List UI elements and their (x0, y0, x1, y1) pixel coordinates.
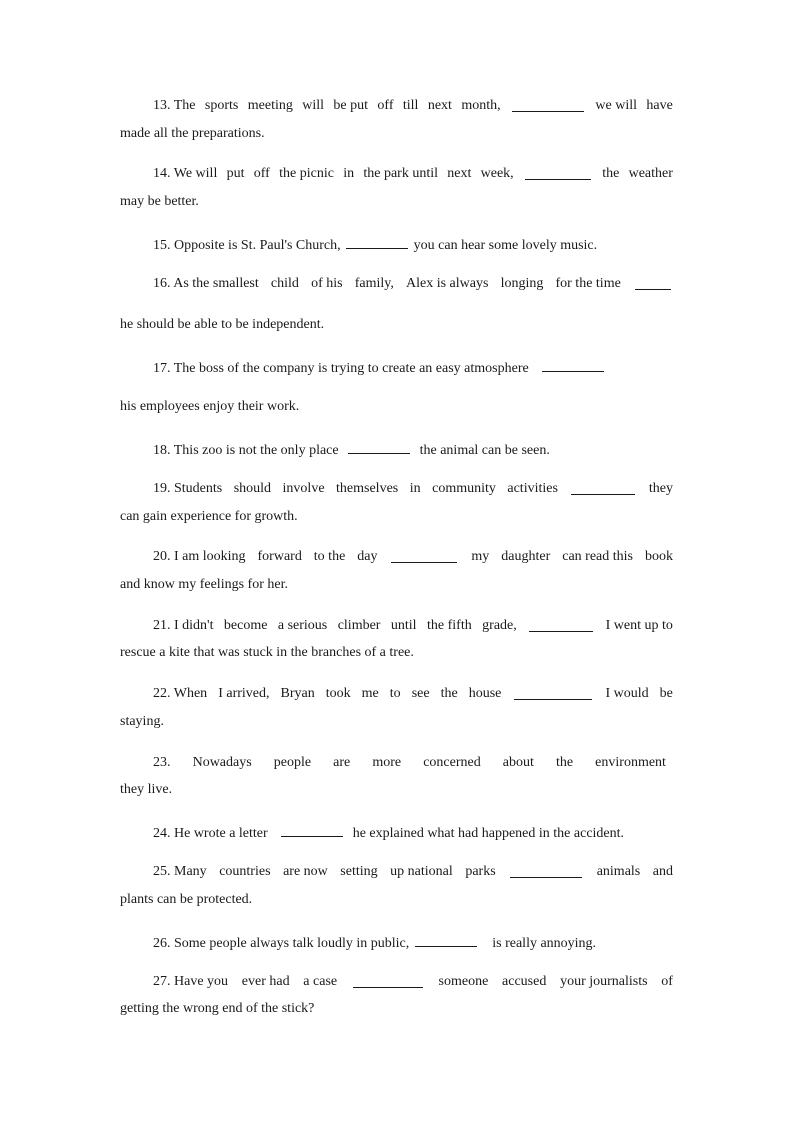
question-13-line-2: made all the preparations. (120, 126, 265, 141)
word: family, (354, 276, 394, 291)
word: week, (480, 166, 514, 181)
word: are now (283, 864, 328, 879)
word: setting (340, 864, 378, 879)
word: in (343, 166, 355, 181)
word: become (223, 618, 268, 633)
word: my (471, 549, 490, 564)
word: 13. The (153, 98, 196, 113)
word: child (270, 276, 299, 291)
word: the (555, 755, 574, 770)
word: we will (595, 98, 638, 113)
question-17-line-2: his employees enjoy their work. (120, 399, 300, 414)
word: till (402, 98, 419, 113)
question-16-line-1 (120, 276, 673, 292)
answer-blank[interactable] (391, 549, 457, 563)
word: book (644, 549, 673, 564)
question-19-line-2: can gain experience for growth. (120, 509, 298, 524)
word: your journalists (560, 974, 648, 989)
word: climber (337, 618, 381, 633)
answer-blank[interactable] (529, 618, 593, 632)
word: house (468, 686, 502, 701)
word: themselves (336, 481, 399, 496)
word: animals (596, 864, 641, 879)
question-text: 17. The boss of the company is trying to create an easy atmosphere (153, 361, 529, 376)
word: a case (303, 974, 338, 989)
word: 23. (153, 755, 171, 770)
question-14-line-1 (120, 166, 673, 182)
word: to (389, 686, 401, 701)
answer-blank[interactable] (525, 166, 591, 180)
word: sports (204, 98, 239, 113)
word: next (447, 166, 472, 181)
question-27-line-2: getting the wrong end of the stick? (120, 1001, 315, 1016)
word: be (659, 686, 673, 701)
answer-blank[interactable] (510, 864, 582, 878)
word: are (333, 755, 351, 770)
word: 20. I am looking (153, 549, 246, 564)
word: community (432, 481, 496, 496)
word: should (233, 481, 272, 496)
question-23-line-1 (120, 755, 673, 771)
question-21-line-1 (120, 618, 673, 634)
question-13-line-1 (120, 98, 673, 114)
answer-blank[interactable] (571, 481, 635, 495)
word: about (502, 755, 534, 770)
word: for the time (555, 276, 621, 291)
question-20-line-2: and know my feelings for her. (120, 577, 288, 592)
word: meeting (247, 98, 293, 113)
word: weather (628, 166, 673, 181)
word: a serious (277, 618, 328, 633)
answer-blank[interactable] (514, 686, 592, 700)
word: and (652, 864, 673, 879)
answer-blank[interactable] (415, 933, 477, 947)
word: I went up to (605, 618, 673, 633)
word: have (646, 98, 673, 113)
word: next (427, 98, 452, 113)
word: the picnic (279, 166, 334, 181)
word: of (661, 974, 673, 989)
word: daughter (501, 549, 551, 564)
word: be put (333, 98, 369, 113)
question-21-line-2: rescue a kite that was stuck in the branches of a tree. (120, 645, 414, 660)
word: will (302, 98, 325, 113)
word: month, (461, 98, 501, 113)
word: until (390, 618, 417, 633)
question-text: you can hear some lovely music. (413, 238, 598, 253)
word: see (411, 686, 430, 701)
answer-blank[interactable] (542, 358, 604, 372)
answer-blank[interactable] (635, 276, 671, 290)
word: off (377, 98, 394, 113)
word: Bryan (280, 686, 315, 701)
question-26 (120, 933, 673, 952)
word: 27. Have you (153, 974, 229, 989)
question-19-line-1 (120, 481, 673, 497)
word: people (273, 755, 312, 770)
question-text: 15. Opposite is St. Paul's Church, (153, 238, 341, 253)
word: took (325, 686, 351, 701)
word: parks (465, 864, 496, 879)
word: of his (311, 276, 343, 291)
word: I arrived, (218, 686, 270, 701)
word: accused (502, 974, 547, 989)
word: forward (257, 549, 302, 564)
word: more (372, 755, 402, 770)
question-text: the animal can be seen. (419, 443, 550, 458)
word: 25. Many (153, 864, 207, 879)
word: 16. As the smallest (153, 276, 259, 291)
word: environment (595, 755, 666, 770)
question-23-line-2: they live. (120, 782, 173, 797)
question-text: 24. He wrote a letter (153, 826, 268, 841)
answer-blank[interactable] (512, 98, 584, 112)
question-14-line-2: may be better. (120, 194, 199, 209)
answer-blank[interactable] (346, 235, 408, 249)
word: 19. Students (153, 481, 223, 496)
question-25-line-1 (120, 864, 673, 880)
word: off (253, 166, 270, 181)
word: 21. I didn't (153, 618, 214, 633)
question-16-line-2: he should be able to be independent. (120, 317, 325, 332)
answer-blank[interactable] (281, 823, 343, 837)
word: grade, (482, 618, 517, 633)
question-20-line-1 (120, 549, 673, 565)
word: 22. When (153, 686, 208, 701)
word: they (648, 481, 673, 496)
word: can read this (562, 549, 633, 564)
question-22-line-1 (120, 686, 673, 702)
question-text: is really annoying. (492, 936, 597, 951)
question-text: he explained what had happened in the accident. (352, 826, 625, 841)
question-24 (120, 823, 673, 842)
question-text: 18. This zoo is not the only place (153, 443, 339, 458)
question-22-line-2: staying. (120, 714, 164, 729)
word: me (361, 686, 379, 701)
word: day (357, 549, 378, 564)
question-15 (120, 235, 673, 254)
answer-blank[interactable] (353, 974, 423, 988)
word: the park until (363, 166, 438, 181)
word: involve (282, 481, 325, 496)
answer-blank[interactable] (348, 440, 410, 454)
word: put (226, 166, 245, 181)
word: Nowadays (192, 755, 252, 770)
word: 14. We will (153, 166, 218, 181)
word: the (440, 686, 458, 701)
word: countries (219, 864, 271, 879)
word: ever had (241, 974, 290, 989)
word: to the (313, 549, 346, 564)
question-text: 26. Some people always talk loudly in public, (153, 936, 410, 951)
word: in (409, 481, 421, 496)
question-18 (120, 440, 673, 459)
word: the (602, 166, 620, 181)
word: I would (605, 686, 649, 701)
word: concerned (423, 755, 481, 770)
word: longing (500, 276, 544, 291)
word: someone (438, 974, 489, 989)
question-27-line-1 (120, 974, 673, 990)
word: the fifth (427, 618, 472, 633)
word: activities (507, 481, 558, 496)
word: up national (390, 864, 453, 879)
question-17-line-1 (120, 358, 673, 377)
word: Alex is always (405, 276, 489, 291)
question-25-line-2: plants can be protected. (120, 892, 253, 907)
